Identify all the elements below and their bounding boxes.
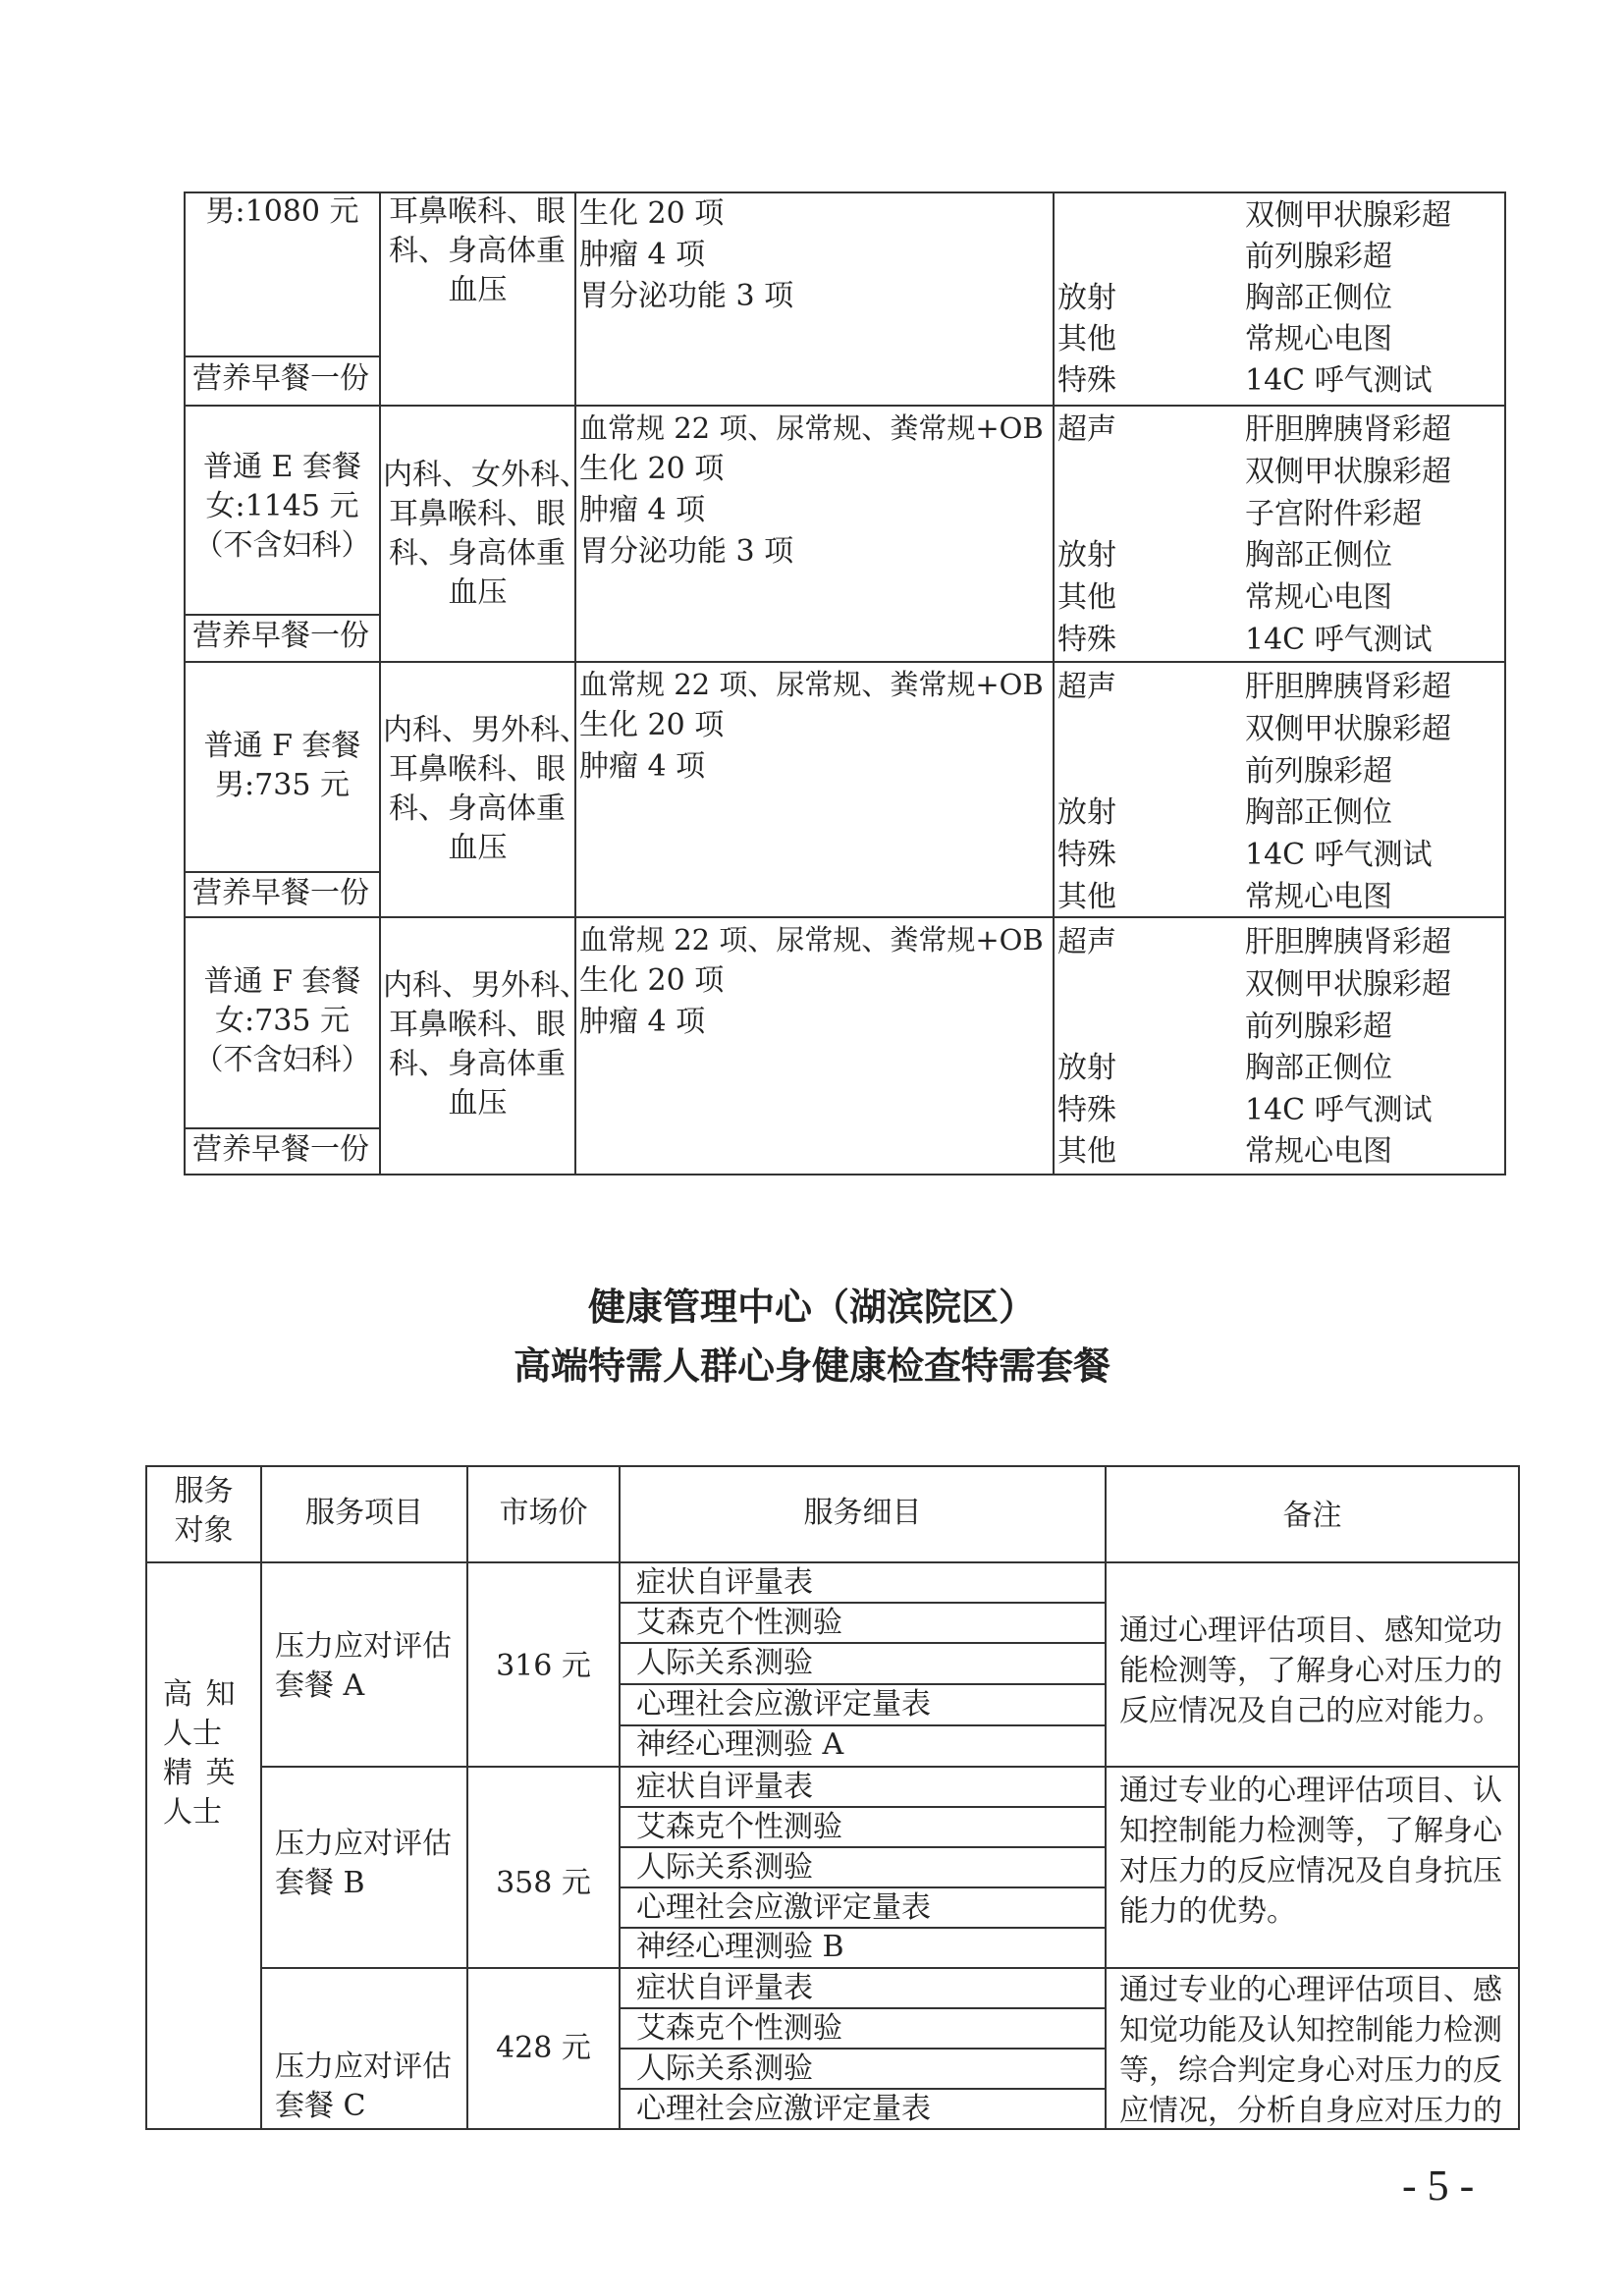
category-label: 超声 <box>1057 925 1116 959</box>
category-label: 其他 <box>1057 322 1116 356</box>
header-detail: 服务细目 <box>803 1496 922 1530</box>
target-line: 精 英 <box>163 1756 238 1790</box>
dept-line: 耳鼻喉科、眼 <box>389 497 566 531</box>
detail-item: 症状自评量表 <box>636 1565 813 1600</box>
lab-line: 血常规 22 项、尿常规、粪常规+OB <box>579 923 1044 957</box>
exam-item: 前列腺彩超 <box>1245 1010 1392 1044</box>
detail-item: 症状自评量表 <box>636 1971 813 2005</box>
lab-line: 生化 20 项 <box>579 452 725 486</box>
breakfast-label: 营养早餐一份 <box>192 619 369 653</box>
package-remark: 通过心理评估项目、感知觉功能检测等，了解身心对压力的反应情况及自己的应对能力。 <box>1119 1613 1502 1728</box>
breakfast-label: 营养早餐一份 <box>192 1132 369 1167</box>
lab-line: 生化 20 项 <box>579 708 725 742</box>
exam-item: 双侧甲状腺彩超 <box>1245 455 1451 489</box>
exam-item: 14C 呼气测试 <box>1245 1093 1433 1127</box>
lab-line: 生化 20 项 <box>579 196 725 231</box>
exam-item: 胸部正侧位 <box>1245 281 1392 315</box>
detail-item: 艾森克个性测验 <box>636 2011 842 2046</box>
exam-item: 前列腺彩超 <box>1245 240 1392 274</box>
exam-item: 14C 呼气测试 <box>1245 623 1433 657</box>
dept-line: 科、身高体重 <box>389 1047 566 1081</box>
package-price: 316 元 <box>496 1649 591 1683</box>
lab-line: 胃分泌功能 3 项 <box>579 534 794 569</box>
detail-item: 神经心理测验 B <box>636 1930 844 1964</box>
package-label: 女:1145 元 <box>205 489 359 523</box>
package-price: 358 元 <box>496 1866 591 1900</box>
exam-item: 双侧甲状腺彩超 <box>1245 967 1451 1002</box>
dept-line: 内科、女外科、 <box>383 458 589 492</box>
exam-item: 常规心电图 <box>1245 880 1392 914</box>
breakfast-label: 营养早餐一份 <box>192 876 369 910</box>
exam-item: 常规心电图 <box>1245 1134 1392 1169</box>
detail-item: 神经心理测验 A <box>636 1727 844 1762</box>
dept-line: 血压 <box>448 831 508 865</box>
dept-line: 内科、男外科、 <box>383 713 589 747</box>
category-label: 超声 <box>1057 412 1116 447</box>
package-label: 普通 F 套餐 <box>203 964 361 999</box>
package-label: （不含妇科） <box>193 1043 371 1077</box>
breakfast-label: 营养早餐一份 <box>192 361 369 396</box>
category-label: 放射 <box>1057 1051 1116 1085</box>
exam-item: 14C 呼气测试 <box>1245 838 1433 872</box>
header-target: 对象 <box>174 1513 234 1548</box>
detail-item: 人际关系测验 <box>636 1646 813 1680</box>
exam-item: 胸部正侧位 <box>1245 1051 1392 1085</box>
package-label: 女:735 元 <box>215 1004 350 1038</box>
lab-line: 肿瘤 4 项 <box>579 1005 706 1039</box>
category-label: 其他 <box>1057 880 1116 914</box>
detail-item: 人际关系测验 <box>636 1850 813 1885</box>
package-name: 压力应对评估 <box>275 1827 452 1861</box>
category-label: 特殊 <box>1057 623 1116 657</box>
exam-item: 肝胆脾胰肾彩超 <box>1245 670 1451 704</box>
package-remark: 通过专业的心理评估项目、感知觉功能及认知控制能力检测等，综合判定身心对压力的反应情况，分析自身应对压力的 <box>1119 1973 1502 2128</box>
package-name: 套餐 B <box>275 1866 365 1900</box>
dept-line: 血压 <box>448 1086 508 1121</box>
detail-item: 症状自评量表 <box>636 1770 813 1804</box>
target-line: 高 知 <box>163 1677 238 1712</box>
package-name: 套餐 A <box>275 1668 365 1703</box>
package-label: 男:735 元 <box>215 768 350 802</box>
header-price: 市场价 <box>499 1496 588 1530</box>
dept-line: 科、身高体重 <box>389 536 566 571</box>
detail-item: 人际关系测验 <box>636 2051 813 2086</box>
target-line: 人士 <box>163 1717 222 1751</box>
header-target: 服务 <box>174 1474 234 1508</box>
header-item: 服务项目 <box>305 1496 423 1530</box>
package-label: （不含妇科） <box>193 528 371 563</box>
category-label: 放射 <box>1057 795 1116 830</box>
detail-item: 心理社会应激评定量表 <box>636 1890 931 1925</box>
exam-item: 肝胆脾胰肾彩超 <box>1245 925 1451 959</box>
category-label: 超声 <box>1057 670 1116 704</box>
dept-line: 血压 <box>448 273 508 307</box>
page-number: - 5 - <box>1402 2161 1475 2210</box>
section-heading-line2: 高端特需人群心身健康检查特需套餐 <box>513 1344 1110 1388</box>
dept-line: 耳鼻喉科、眼 <box>389 752 566 787</box>
dept-line: 科、身高体重 <box>389 792 566 826</box>
package-name: 压力应对评估 <box>275 1629 452 1664</box>
lab-line: 肿瘤 4 项 <box>579 749 706 784</box>
dept-line: 耳鼻喉科、眼 <box>389 194 566 229</box>
package-label: 普通 F 套餐 <box>203 729 361 763</box>
dept-line: 内科、男外科、 <box>383 968 589 1003</box>
dept-line: 血压 <box>448 575 508 610</box>
exam-item: 胸部正侧位 <box>1245 795 1392 830</box>
lab-line: 肿瘤 4 项 <box>579 493 706 527</box>
lab-line: 血常规 22 项、尿常规、粪常规+OB <box>579 668 1044 701</box>
category-label: 其他 <box>1057 580 1116 615</box>
target-line: 人士 <box>163 1795 222 1830</box>
dept-line: 耳鼻喉科、眼 <box>389 1008 566 1042</box>
exam-item: 双侧甲状腺彩超 <box>1245 712 1451 746</box>
lab-line: 血常规 22 项、尿常规、粪常规+OB <box>579 411 1044 445</box>
exam-item: 胸部正侧位 <box>1245 538 1392 573</box>
exam-item: 常规心电图 <box>1245 580 1392 615</box>
header-remark: 备注 <box>1282 1499 1342 1533</box>
detail-item: 心理社会应激评定量表 <box>636 2092 931 2126</box>
exam-item: 常规心电图 <box>1245 322 1392 356</box>
exam-item: 14C 呼气测试 <box>1245 363 1433 398</box>
package-label: 普通 E 套餐 <box>203 450 361 484</box>
package-name: 套餐 C <box>275 2089 366 2123</box>
category-label: 特殊 <box>1057 1093 1116 1127</box>
exam-item: 子宫附件彩超 <box>1245 497 1422 531</box>
detail-item: 心理社会应激评定量表 <box>636 1687 931 1722</box>
package-price: 428 元 <box>496 2031 591 2065</box>
detail-item: 艾森克个性测验 <box>636 1606 842 1640</box>
category-label: 其他 <box>1057 1134 1116 1169</box>
lab-line: 胃分泌功能 3 项 <box>579 279 794 313</box>
package-remark: 通过专业的心理评估项目、认知控制能力检测等，了解身心对压力的反应情况及自身抗压能力的优势。 <box>1119 1774 1502 1929</box>
exam-item: 前列腺彩超 <box>1245 754 1392 789</box>
exam-item: 双侧甲状腺彩超 <box>1245 198 1451 233</box>
category-label: 特殊 <box>1057 363 1116 398</box>
category-label: 放射 <box>1057 281 1116 315</box>
exam-item: 肝胆脾胰肾彩超 <box>1245 412 1451 447</box>
package-name: 压力应对评估 <box>275 2050 452 2084</box>
category-label: 放射 <box>1057 538 1116 573</box>
lab-line: 肿瘤 4 项 <box>579 238 706 272</box>
lab-line: 生化 20 项 <box>579 963 725 998</box>
package-label: 男:1080 元 <box>205 194 359 229</box>
section-heading-line1: 健康管理中心（湖滨院区） <box>587 1285 1036 1329</box>
detail-item: 艾森克个性测验 <box>636 1810 842 1844</box>
dept-line: 科、身高体重 <box>389 234 566 268</box>
category-label: 特殊 <box>1057 838 1116 872</box>
